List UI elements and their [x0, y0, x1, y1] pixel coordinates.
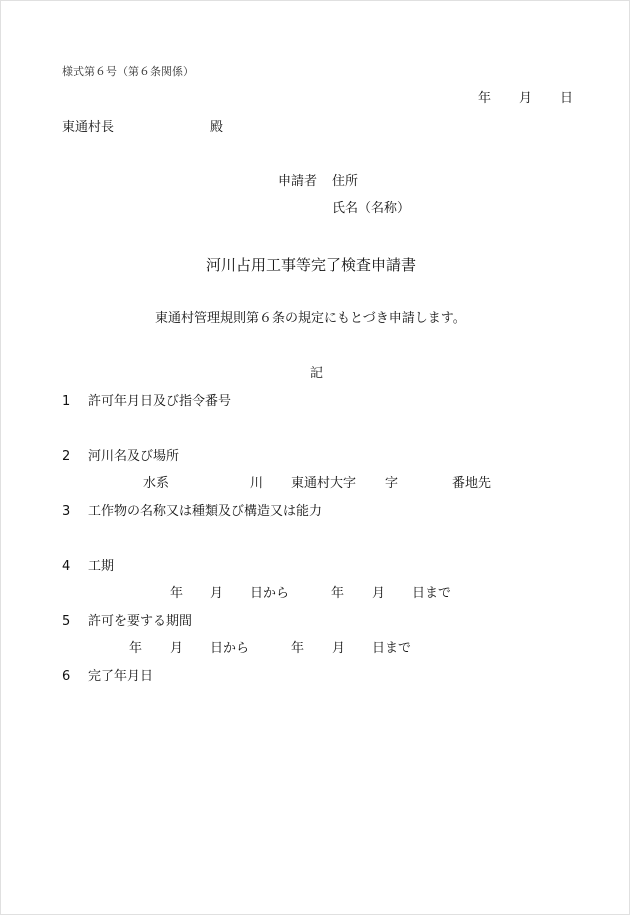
applicant-label: 申請者	[278, 174, 318, 189]
construction-to-day: 日まで	[412, 586, 452, 601]
date-month-label: 月	[519, 91, 533, 106]
item-number: 1	[62, 394, 71, 409]
item-number: 4	[62, 559, 71, 574]
item-number: 3	[62, 504, 71, 519]
item-label-structure: 工作物の名称又は種類及び構造又は能力	[88, 504, 323, 519]
form-number: 様式第６号（第６条関係）	[62, 65, 194, 78]
document-title: 河川占用工事等完了検査申請書	[206, 256, 417, 274]
permit-to-day: 日まで	[372, 641, 412, 656]
permit-from-day: 日から	[210, 641, 250, 656]
item-number: 6	[62, 669, 71, 684]
item-number: 2	[62, 449, 71, 464]
river-suikei-label: 水系	[143, 476, 170, 491]
item-label-permit-period: 許可を要する期間	[88, 614, 193, 629]
item-label-construction-period: 工期	[88, 559, 115, 574]
item-label-completion-date: 完了年月日	[88, 669, 154, 684]
construction-from-year: 年	[170, 586, 184, 601]
item-label-permit-date: 許可年月日及び指令番号	[88, 394, 232, 409]
river-village-label: 東通村大字	[291, 476, 357, 491]
ki-marker: 記	[310, 366, 324, 381]
construction-from-month: 月	[210, 586, 224, 601]
construction-to-year: 年	[331, 586, 345, 601]
addressee-name: 東通村長	[62, 120, 115, 135]
permit-from-month: 月	[170, 641, 184, 656]
river-aza-label: 字	[385, 476, 399, 491]
permit-to-month: 月	[332, 641, 346, 656]
applicant-address-label: 住所	[332, 174, 359, 189]
construction-from-day: 日から	[250, 586, 290, 601]
applicant-name-label: 氏名（名称）	[332, 201, 411, 216]
item-number: 5	[62, 614, 71, 629]
date-day-label: 日	[560, 91, 574, 106]
item-label-river-location: 河川名及び場所	[88, 449, 180, 464]
application-statement: 東通村管理規則第６条の規定にもとづき申請します。	[155, 311, 466, 326]
river-banchi-label: 番地先	[452, 476, 492, 491]
construction-to-month: 月	[372, 586, 386, 601]
permit-to-year: 年	[291, 641, 305, 656]
permit-from-year: 年	[129, 641, 143, 656]
addressee-honorific: 殿	[210, 120, 224, 135]
date-year-label: 年	[478, 91, 492, 106]
river-kawa-label: 川	[250, 476, 264, 491]
